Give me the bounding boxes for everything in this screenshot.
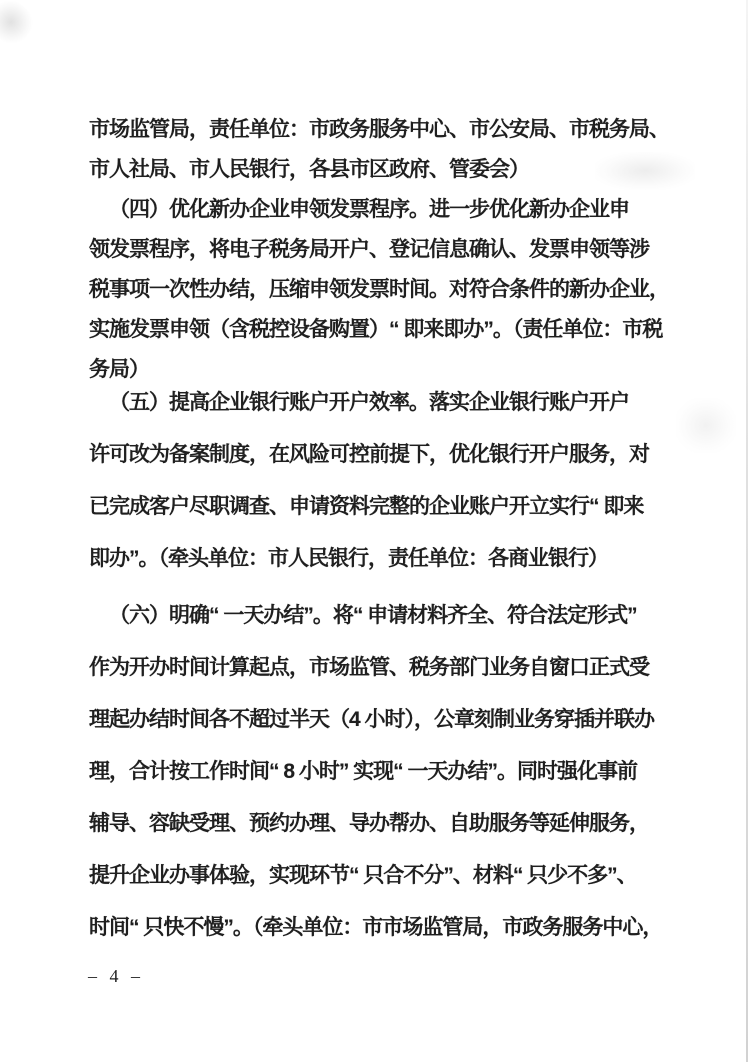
text-line: 作为开办时间计算起点，市场监管、税务部门业务自窗口正式受 [89,656,649,679]
text-line: （五）提高企业银行账户开户效率。落实企业银行账户开户 [109,391,629,414]
text-line: 领发票程序，将电子税务局开户、登记信息确认、发票申领等涉 [89,238,649,261]
scan-smudge-artifact [0,0,40,51]
paragraph-group [89,110,679,390]
text-line: 提升企业办事体验，实现环节“ 只合不分”、材料“ 只少不多”、 [89,864,637,887]
text-line: 理起办结时间各不超过半天（4 小时），公章刻制业务穿插并联办 [89,708,655,731]
text-line: 市场监管局，责任单位：市政务服务中心、市公安局、市税务局、 [89,118,669,141]
paragraph-group [89,590,679,954]
text-line: 许可改为备案制度，在风险可控前提下，优化银行开户服务，对 [89,443,649,466]
text-line: 即办”。（牵头单位：市人民银行，责任单位：各商业银行） [89,547,608,570]
text-line: 时间“ 只快不慢”。（牵头单位：市市场监管局，市政务服务中心， [89,916,663,939]
text-line: （六）明确“ 一天办结”。将“ 申请材料齐全、符合法定形式” [109,604,637,627]
text-line: 税事项一次性办结，压缩申领发票时间。对符合条件的新办企业， [89,278,669,301]
text-line: 实施发票申领（含税控设备购置）“ 即来即办”。（责任单位：市税 [89,318,663,341]
text-line: 已完成客户尽职调查、申请资料完整的企业账户开立实行“ 即来 [89,495,644,518]
text-line: 理，合计按工作时间“ 8 小时” 实现“ 一天办结”。同时强化事前 [89,760,638,783]
paragraph-group [89,377,679,585]
text-line: （四）优化新办企业申领发票程序。进一步优化新办企业申 [109,198,629,221]
scan-smudge-artifact [676,398,736,453]
text-line: 务局） [89,358,149,381]
page-number: – 4 – [88,966,144,986]
scan-edge-artifact [746,0,748,1062]
text-line: 辅导、容缺受理、预约办理、导办帮办、自助服务等延伸服务， [89,812,649,835]
text-line: 市人社局、市人民银行，各县市区政府、管委会） [89,158,529,181]
